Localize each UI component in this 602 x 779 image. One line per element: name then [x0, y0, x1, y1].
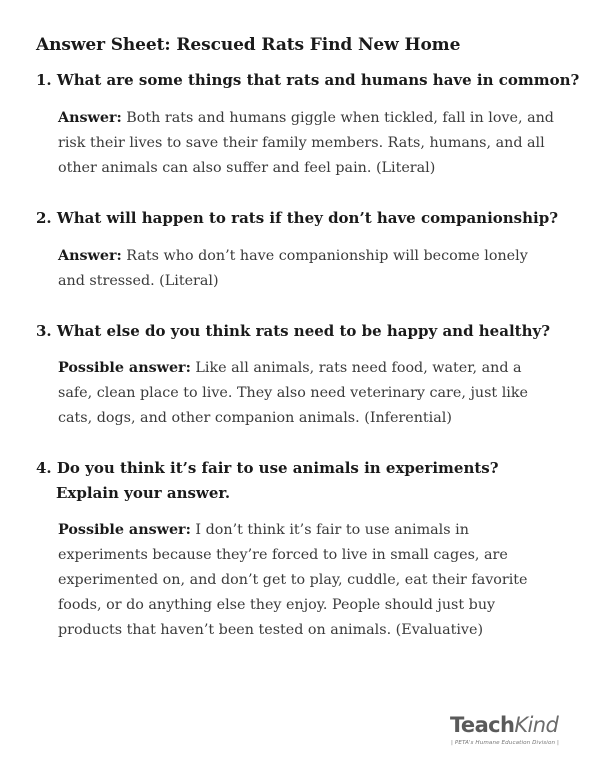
answer-1 [58, 106, 558, 181]
logo-word-teach: Teach [450, 713, 515, 737]
answer-3 [58, 356, 558, 431]
logo-word-kind: Kind [514, 713, 559, 737]
question-4-line-2: Explain your answer. [56, 484, 231, 502]
answer-3-text: Like all animals, rats need food, water, and a safe, clean place to live. They also need veterinary care, just like cats, dogs, and other companion animals. (Inferential) [58, 360, 528, 426]
question-4-line-1: 4. Do you think it’s fair to use animals in experiments? [36, 459, 499, 477]
answer-2-text: Rats who don’t have companionship will become lonely and stressed. (Literal) [58, 248, 528, 289]
answer-4-label: Possible answer: [58, 522, 191, 538]
logo-tagline: | PETA's Humane Education Division | [451, 740, 559, 746]
answer-3-label: Possible answer: [58, 360, 191, 376]
answer-4 [58, 518, 558, 643]
page-title: Answer Sheet: Rescued Rats Find New Home [36, 35, 461, 55]
teachkind-wordmark [450, 713, 558, 737]
answer-1-label: Answer: [58, 110, 122, 126]
teachkind-logo [450, 713, 570, 753]
question-2: 2. What will happen to rats if they don’t have companionship? [36, 209, 559, 227]
answer-4-text: I don’t think it’s fair to use animals in experiments because they’re forced to live in small cages, are experimented on, and don’t get to play, cuddle, eat their favorite foods, or do anything else they enjoy. People should just buy products that haven’t been tested on animals. (Evaluative) [58, 522, 528, 638]
question-1: 1. What are some things that rats and humans have in common? [36, 71, 580, 89]
question-3: 3. What else do you think rats need to be happy and healthy? [36, 322, 550, 340]
answer-2 [58, 244, 558, 294]
answer-1-text: Both rats and humans giggle when tickled, fall in love, and risk their lives to save their family members. Rats, humans, and all other animals can also suffer and feel pain. (Literal) [58, 110, 554, 176]
answer-2-label: Answer: [58, 248, 122, 264]
